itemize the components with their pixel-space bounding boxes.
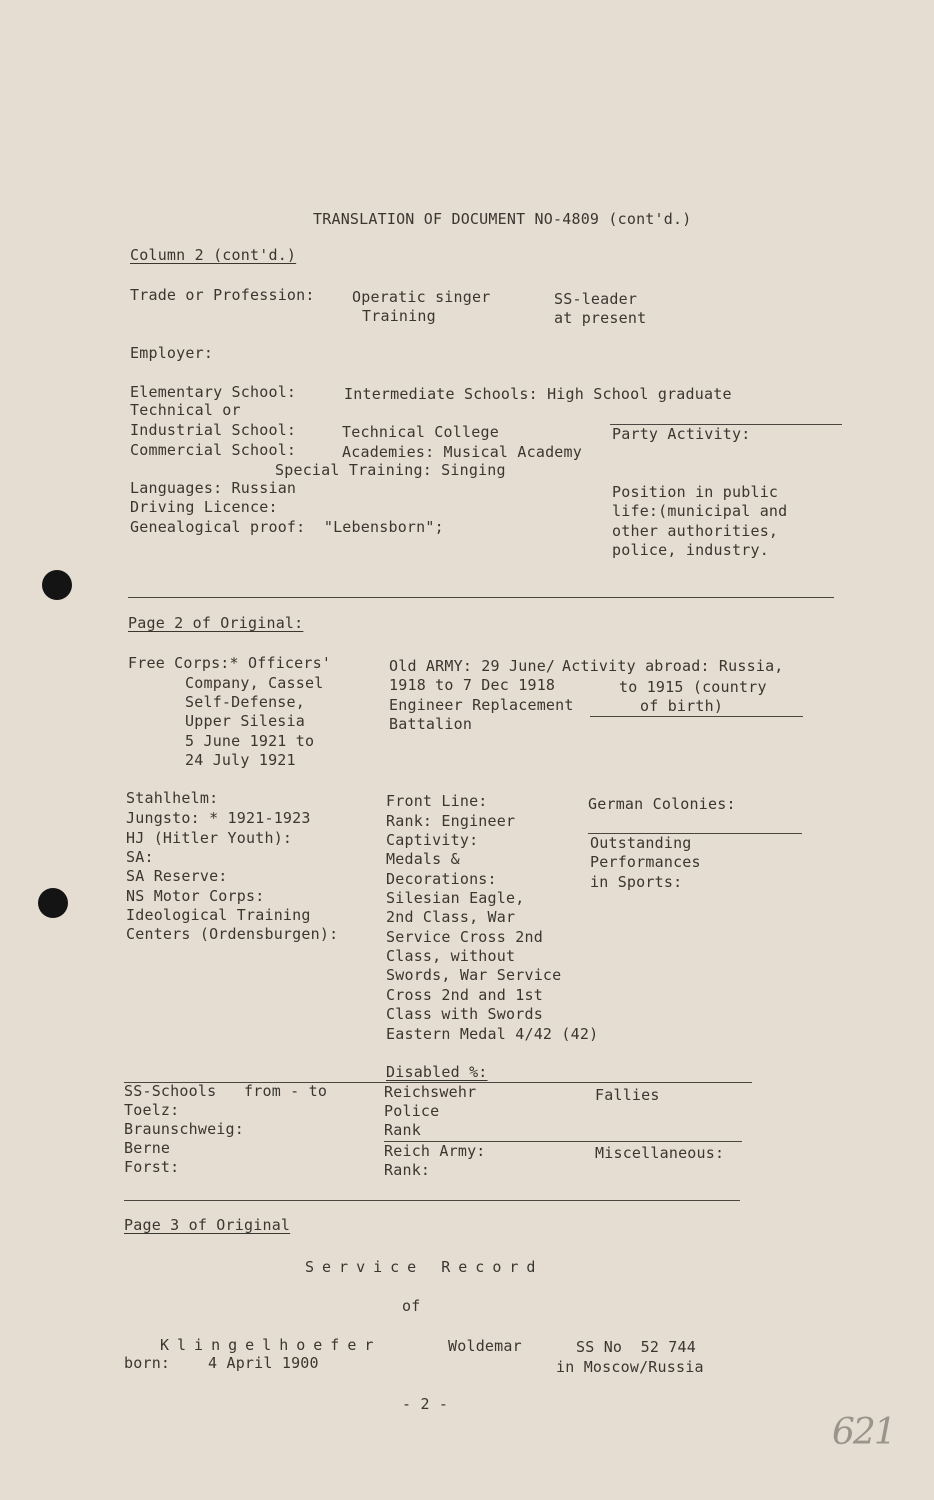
trade-right-2: at present <box>554 309 647 327</box>
reichswehr-line: Reichswehr <box>384 1083 477 1101</box>
school-line: Toelz: <box>124 1101 180 1119</box>
born-date: 4 April 1900 <box>208 1354 319 1372</box>
born-place: in Moscow/Russia <box>556 1358 704 1376</box>
column-2-heading: Column 2 (cont'd.) <box>130 246 297 264</box>
front-line-line: Decorations: <box>386 870 497 888</box>
trade-value-2: Training <box>362 307 436 325</box>
languages-label: Languages: Russian <box>130 479 297 497</box>
front-line-line: Service Cross 2nd <box>386 928 543 946</box>
position-public-life-4: police, industry. <box>612 541 769 559</box>
free-corps-line: 5 June 1921 to <box>185 732 315 750</box>
school-line: Berne <box>124 1139 171 1157</box>
front-line-line: Class with Swords <box>386 1005 543 1023</box>
service-record-title: Service Record <box>305 1258 544 1276</box>
front-line-line: Front Line: <box>386 792 488 810</box>
document-header: TRANSLATION OF DOCUMENT NO-4809 (cont'd.) <box>313 210 692 228</box>
front-line-line: Eastern Medal 4/42 (42) <box>386 1025 599 1043</box>
outstanding-line: Performances <box>590 853 701 871</box>
front-line-line: Swords, War Service <box>386 966 562 984</box>
stahlhelm-line: Ideological Training <box>126 906 311 924</box>
disabled-label: Disabled %: <box>386 1063 488 1081</box>
punch-hole <box>38 888 68 918</box>
handwritten-number: 621 <box>832 1412 895 1453</box>
free-corps-line: Company, Cassel <box>185 674 324 692</box>
free-corps-line: Free Corps:* Officers' <box>128 654 332 672</box>
free-corps-line: Self-Defense, <box>185 693 305 711</box>
ss-schools-header: SS-Schools from - to <box>124 1082 328 1100</box>
old-army-line: Battalion <box>389 715 473 733</box>
page-3-heading: Page 3 of Original <box>124 1216 291 1234</box>
old-army-line: 1918 to 7 Dec 1918 <box>389 676 556 694</box>
ss-number: SS No 52 744 <box>576 1338 696 1356</box>
stahlhelm-line: NS Motor Corps: <box>126 887 265 905</box>
first-name: Woldemar <box>448 1337 522 1355</box>
stahlhelm-line: Centers (Ordensburgen): <box>126 925 339 943</box>
front-line-line: 2nd Class, War <box>386 908 516 926</box>
trade-label: Trade or Profession: <box>130 286 315 304</box>
position-public-life-2: life:(municipal and <box>612 502 788 520</box>
activity-abroad-line: to 1915 (country <box>619 678 767 696</box>
industrial-label: Industrial School: <box>130 421 297 439</box>
outstanding-line: Outstanding <box>590 834 692 852</box>
fallen-label: Fallies <box>595 1086 660 1104</box>
genealogical-label: Genealogical proof: "Lebensborn"; <box>130 518 444 536</box>
front-line-line: Class, without <box>386 947 516 965</box>
special-training-label: Special Training: Singing <box>275 461 506 479</box>
stahlhelm-line: HJ (Hitler Youth): <box>126 829 293 847</box>
front-line-line: Medals & <box>386 850 460 868</box>
german-colonies-label: German Colonies: <box>588 795 736 813</box>
activity-abroad-line: of birth) <box>640 697 724 715</box>
position-public-life: Position in public <box>612 483 779 501</box>
trade-value: Operatic singer <box>352 288 491 306</box>
position-public-life-3: other authorities, <box>612 522 779 540</box>
commercial-label: Commercial School: <box>130 441 297 459</box>
front-line-line: Silesian Eagle, <box>386 889 525 907</box>
miscellaneous-label: Miscellaneous: <box>595 1144 725 1162</box>
reich-army-line: Reich Army: <box>384 1142 486 1160</box>
stahlhelm-line: SA Reserve: <box>126 867 228 885</box>
stahlhelm-line: SA: <box>126 848 154 866</box>
of-label: of <box>402 1297 421 1315</box>
stahlhelm-line: Jungsto: * 1921-1923 <box>126 809 311 827</box>
driving-licence-label: Driving Licence: <box>130 498 278 516</box>
employer-label: Employer: <box>130 344 214 362</box>
old-army-line: Old ARMY: 29 June/ <box>389 657 556 675</box>
reichswehr-line: Rank <box>384 1121 421 1139</box>
party-activity-label: Party Activity: <box>612 425 751 443</box>
free-corps-line: 24 July 1921 <box>185 751 296 769</box>
old-army-line: Engineer Replacement <box>389 696 574 714</box>
stahlhelm-line: Stahlhelm: <box>126 789 219 807</box>
section-divider <box>128 597 834 598</box>
born-label: born: <box>124 1354 171 1372</box>
page-number: - 2 - <box>402 1395 449 1413</box>
academies-label: Academies: Musical Academy <box>342 443 582 461</box>
punch-hole <box>42 570 72 600</box>
trade-right: SS-leader <box>554 290 638 308</box>
reich-army-line: Rank: <box>384 1161 431 1179</box>
front-line-line: Rank: Engineer <box>386 812 516 830</box>
reichswehr-line: Police <box>384 1102 440 1120</box>
page-2-heading: Page 2 of Original: <box>128 614 304 632</box>
outstanding-line: in Sports: <box>590 873 683 891</box>
intermediate-label: Intermediate Schools: High School graduate <box>344 385 732 403</box>
school-line: Forst: <box>124 1158 180 1176</box>
divider <box>590 716 803 717</box>
surname: Klingelhoefer <box>160 1336 382 1354</box>
activity-abroad-line: Activity abroad: Russia, <box>562 657 784 675</box>
elementary-label: Elementary School: <box>130 383 297 401</box>
school-line: Braunschweig: <box>124 1120 244 1138</box>
front-line-line: Captivity: <box>386 831 479 849</box>
technical-or-label: Technical or <box>130 401 241 419</box>
front-line-line: Cross 2nd and 1st <box>386 986 543 1004</box>
technical-college: Technical College <box>342 423 499 441</box>
section-divider <box>124 1200 740 1201</box>
free-corps-line: Upper Silesia <box>185 712 305 730</box>
